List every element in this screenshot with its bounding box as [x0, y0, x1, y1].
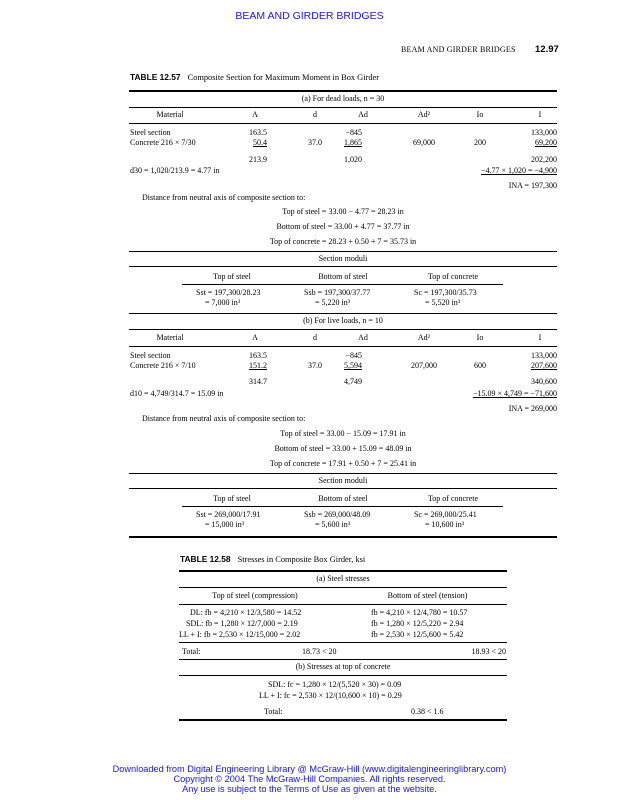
modulus-value: Sst = 269,000/17.91: [196, 510, 261, 519]
distance-line: Top of concrete = 17.91 + 0.50 + 7 = 25.41 in: [269, 459, 417, 468]
stress-row: SDL: fb = 1,280 × 12/7,000 = 2.19: [186, 619, 298, 628]
modulus-value: = 15,000 in³: [205, 520, 245, 529]
table-57-caption: [130, 72, 379, 82]
ina: INA = 269,000: [508, 404, 557, 413]
concrete-stresses-title: (b) Stresses at top of concrete: [295, 662, 391, 671]
concrete-total-label: Total:: [264, 707, 283, 716]
running-header: BEAM AND GIRDER BRIDGES: [401, 45, 516, 54]
col-header-material: Material: [156, 110, 184, 119]
modulus-value: Sst = 197,300/28.23: [196, 288, 261, 297]
rule: [179, 587, 507, 588]
distance-line: Bottom of steel = 33.00 + 15.09 = 48.09 in: [274, 444, 412, 453]
cell: 163.5: [249, 128, 267, 137]
table-57-label: TABLE 12.57: [130, 72, 181, 82]
cell: 213.9: [249, 155, 267, 164]
modulus-value: = 5,600 in³: [315, 520, 351, 529]
moduli-header: Top of steel: [213, 494, 251, 503]
distance-line: Top of concrete = 28.23 + 0.50 + 7 = 35.73 in: [269, 237, 417, 246]
total-bottom: 18.93 < 20: [471, 647, 506, 656]
table-58-label: TABLE 12.58: [180, 554, 231, 564]
rule: [182, 506, 503, 507]
rule: [179, 675, 507, 676]
table-58-caption: [180, 554, 365, 564]
rule: [129, 313, 557, 314]
modulus-value: = 5,220 in³: [315, 298, 351, 307]
col-header-Io: Io: [476, 110, 484, 119]
cell: 314.7: [249, 377, 267, 386]
cell: 163.5: [249, 351, 267, 360]
col-header-d: d: [313, 333, 317, 342]
cell: 1,865: [344, 138, 362, 147]
rule: [179, 642, 507, 643]
rule: [129, 488, 557, 489]
rule: [179, 570, 507, 572]
modulus-value: Sc = 197,300/35.73: [414, 288, 477, 297]
total-label: Total:: [182, 647, 201, 656]
live-load-title: (b) For live loads, n = 10: [303, 316, 383, 325]
col-header-Ad2: Ad²: [417, 110, 431, 119]
table-58-title: Stresses in Composite Box Girder, ksi: [237, 555, 366, 564]
top-banner: BEAM AND GIRDER BRIDGES: [235, 10, 384, 22]
concrete-total: 0.38 < 1.6: [411, 707, 444, 716]
rule: [129, 536, 557, 538]
cell: 202,200: [531, 155, 557, 164]
modulus-value: Ssb = 269,000/48.09: [304, 510, 371, 519]
cell: 50.4: [253, 138, 267, 147]
footer-copyright: Copyright © 2004 The McGraw-Hill Companies. All rights reserved.: [173, 774, 446, 784]
col-header-top-steel: Top of steel (compression): [212, 591, 298, 600]
rule: [129, 473, 557, 474]
col-header-I: I: [538, 333, 542, 342]
total-top: 18.73 < 20: [302, 647, 337, 656]
distance-line: Top of steel = 33.00 − 15.09 = 17.91 in: [280, 429, 406, 438]
rule: [179, 604, 507, 605]
cell: 4,749: [344, 377, 362, 386]
distance-line: Top of steel = 33.00 − 4.77 = 28.23 in: [282, 207, 404, 216]
dead-load-title: (a) For dead loads, n = 30: [301, 94, 385, 103]
cell: 37.0: [308, 361, 322, 370]
cell: 37.0: [308, 138, 322, 147]
cell: −845: [345, 351, 362, 360]
cell: 200: [474, 138, 486, 147]
rule: [182, 284, 503, 285]
col-header-Ad: Ad: [358, 333, 368, 342]
cell: 1,020: [344, 155, 362, 164]
rule: [179, 659, 507, 660]
cell: 133,000: [531, 128, 557, 137]
cell: 207,000: [411, 361, 437, 370]
cell: 151.2: [249, 361, 267, 370]
rule: [129, 123, 557, 124]
cell: 133,000: [531, 351, 557, 360]
moduli-title: Section moduli: [318, 254, 368, 263]
modulus-value: = 5,520 in³: [425, 298, 461, 307]
cell: 207,600: [531, 361, 557, 370]
moduli-header: Top of concrete: [427, 272, 479, 281]
concrete-row: SDL: fc = 1,280 × 12/(5,520 × 30) = 0.09: [268, 680, 402, 689]
modulus-value: = 7,000 in³: [205, 298, 241, 307]
cell: Steel section: [130, 351, 171, 360]
steel-stresses-title: (a) Steel stresses: [316, 574, 370, 583]
modulus-value: Sc = 269,000/25.41: [414, 510, 477, 519]
moduli-header: Top of concrete: [427, 494, 479, 503]
footer-terms: Any use is subject to the Terms of Use as given at the website.: [182, 784, 437, 794]
col-header-A: A: [252, 333, 258, 342]
distance-label: Distance from neutral axis of composite section to:: [142, 414, 306, 423]
stress-row: fb = 1,280 × 12/5,220 = 2.94: [371, 619, 464, 628]
distance-label: Distance from neutral axis of composite section to:: [142, 193, 306, 202]
correction: −4.77 × 1,020 = −4,900: [480, 166, 557, 175]
cell: −845: [345, 128, 362, 137]
col-header-bottom-steel: Bottom of steel (tension): [387, 591, 468, 600]
ina: INA = 197,300: [508, 181, 557, 190]
rule: [129, 266, 557, 267]
cell: 69,000: [413, 138, 435, 147]
cell: 600: [474, 361, 486, 370]
modulus-value: Ssb = 197,300/37.77: [304, 288, 371, 297]
stress-row: fb = 4,210 × 12/4,780 = 10.57: [371, 608, 468, 617]
concrete-row: LL + I: fc = 2,530 × 12/(10,600 × 10) = 0.29: [259, 691, 402, 700]
rule: [129, 90, 557, 92]
stress-row: LL + I: fb = 2,530 × 12/15,000 = 2.02: [179, 630, 301, 639]
moduli-header: Top of steel: [213, 272, 251, 281]
d30-line: d30 = 1,020/213.9 = 4.77 in: [130, 166, 220, 175]
col-header-Ad: Ad: [358, 110, 368, 119]
distance-line: Bottom of steel = 33.00 + 4.77 = 37.77 in: [276, 222, 410, 231]
moduli-header: Bottom of steel: [318, 494, 368, 503]
cell: Concrete 216 × 7/30: [130, 138, 196, 147]
col-header-A: A: [252, 110, 258, 119]
cell: 69,200: [535, 138, 557, 147]
col-header-Ad2: Ad²: [417, 333, 431, 342]
stress-row: DL: fb = 4,210 × 12/3,580 = 14.52: [190, 608, 302, 617]
table-57-title: Composite Section for Maximum Moment in Box Girder: [187, 73, 380, 82]
rule: [129, 251, 557, 252]
col-header-material: Material: [156, 333, 184, 342]
moduli-title: Section moduli: [318, 476, 368, 485]
rule: [129, 329, 557, 330]
cell: Concrete 216 × 7/10: [130, 361, 196, 370]
moduli-header: Bottom of steel: [318, 272, 368, 281]
cell: 340,600: [531, 377, 557, 386]
footer-download: Downloaded from Digital Engineering Library @ McGraw-Hill (www.digitalengineeringlibrary.com): [112, 764, 507, 774]
col-header-I: I: [538, 110, 542, 119]
stress-row: fb = 2,530 × 12/5,600 = 5.42: [371, 630, 464, 639]
cell: 5,594: [344, 361, 362, 370]
modulus-value: = 10,600 in³: [425, 520, 465, 529]
rule: [129, 346, 557, 347]
cell: Steel section: [130, 128, 171, 137]
correction: −15.09 × 4,749 = −71,600: [472, 389, 557, 398]
page-number: 12.97: [535, 44, 559, 55]
rule: [179, 719, 507, 721]
rule: [129, 107, 557, 108]
d10-line: d10 = 4,749/314.7 = 15.09 in: [130, 389, 224, 398]
col-header-d: d: [313, 110, 317, 119]
col-header-Io: Io: [476, 333, 484, 342]
